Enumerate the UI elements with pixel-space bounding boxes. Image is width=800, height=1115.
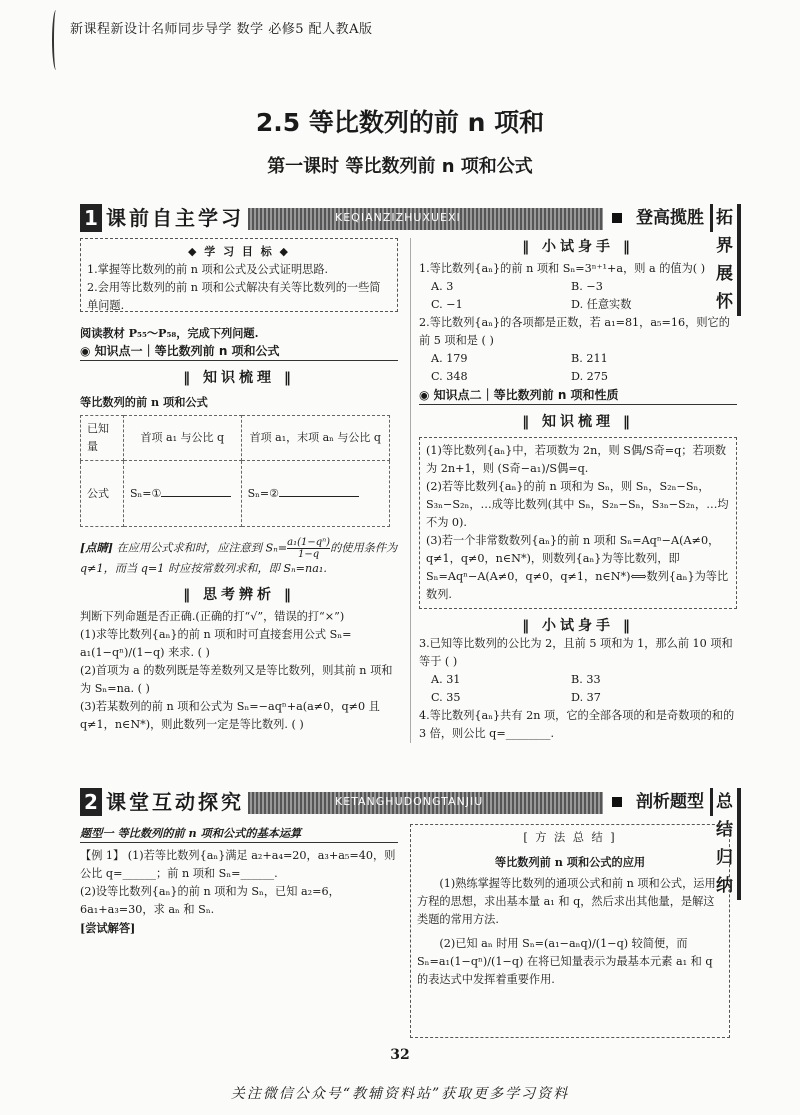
method-subhead: 等比数列前 n 项和公式的应用 [494,855,646,869]
knowledge-review-heading-2: ‖ 知识梳理 ‖ [522,414,634,430]
header-decoration [52,10,60,70]
table-r2: Sₙ=② [247,486,279,500]
property-3: (3)若一个非常数数列{aₙ}的前 n 项和 Sₙ=Aqⁿ−A(A≠0，q≠1，q≠0，n∈N*)，则数列{aₙ}为等比数列，即 Sₙ=Aqⁿ−A(A≠0，q≠0，q≠1，n∈N*)⟺数列{aₙ}为等比数列. [426,534,729,601]
bullet-icon: ◉ [80,344,95,358]
think-heading: ‖ 思考辨析 ‖ [183,587,295,603]
section2-pinyin: KETANGHUDONGTANJIU [335,795,484,808]
q3-option-c[interactable]: C. 35 [431,691,461,704]
book-title: 新课程新设计名师同步导学 数学 必修5 配人教A版 [70,22,373,37]
q2-option-c[interactable]: C. 348 [431,370,468,383]
q1-option-c[interactable]: C. −1 [431,298,463,311]
table-h2: 首项 a₁，末项 aₙ 与公比 q [241,416,389,461]
q3-option-b[interactable]: B. 33 [571,673,601,686]
q1-option-d[interactable]: D. 任意实数 [571,298,632,311]
reading-instruction: 阅读教材 P₅₅～P₅₈，完成下列问题. [80,326,259,340]
dianjing-fraction [287,537,330,560]
judge-item-1: (1)求等比数列{aₙ}的前 n 项和时可直接套用公式 Sₙ= a₁(1−qⁿ)/(1−q) 来求. ( ) [80,628,352,659]
promo-text: 关注微信公众号“教辅资料站”获取更多学习资料 [230,1086,570,1102]
dianjing-label: [点睛] [80,540,113,555]
table-r0: 公式 [81,461,124,527]
kp2-label: 知识点二｜等比数列前 n 项和性质 [433,388,619,402]
square-icon [612,797,622,807]
method-p1: (1)熟练掌握等比数列的通项公式和前 n 项和公式，运用方程的思想，求出基本量 a₁ 和 q，然后求出其他量，是解这类题的常用方法. [417,877,716,926]
section2-number: 2 [80,788,102,816]
q1-option-a[interactable]: A. 3 [431,280,454,293]
goals-heading: ◆ 学 习 目 标 ◆ [187,245,291,258]
section1-tag2: 拓界展怀 [716,204,741,316]
table-h0: 已知量 [81,416,124,461]
method-heading: [ 方 法 总 结 ] [523,831,617,844]
bullet-icon: ◉ [419,388,434,402]
example1-part1: 【例 1】 (1)若等比数列{aₙ}满足 a₂+a₄=20，a₃+a₅=40，则公比 q=______；前 n 项和 Sₙ=______. [80,849,396,880]
left-column-2 [80,824,398,937]
frac-bot: 1−q [298,549,320,560]
q2-option-d[interactable]: D. 275 [571,370,609,383]
attempt-label: [尝试解答] [80,921,136,935]
goals-box [80,238,398,312]
table-cell-2 [241,461,389,527]
section1-pinyin: KEQIANZIZHUXUEXI [335,211,461,224]
q2-option-b[interactable]: B. 211 [571,352,608,365]
property-1: (1)等比数列{aₙ}中，若项数为 2n，则 S偶/S奇=q；若项数为 2n+1，则 (S奇−a₁)/S偶=q. [426,444,727,475]
q2-options-row1 [419,350,737,368]
property-2: (2)若等比数列{aₙ}的前 n 项和为 Sₙ，则 Sₙ，S₂ₙ−Sₙ，S₃ₙ−S₂ₙ，…成等比数列(其中 Sₙ，S₂ₙ−Sₙ，S₃ₙ−S₂ₙ，…均不为 0). [426,480,729,529]
section2-label: 课堂互动探究 [106,790,244,814]
q4-stem: 4.等比数列{aₙ}共有 2n 项，它的全部各项的和是奇数项的和的 3 倍，则公比 q=________. [419,709,735,740]
q2-options-row2 [419,368,737,386]
dianjing-text2: 的使用条件为 q≠1，而当 q=1 时应按常数列求和，即 Sₙ=na₁. [80,541,398,575]
q3-option-a[interactable]: A. 31 [431,673,461,686]
q3-stem: 3.已知等比数列的公比为 2，且前 5 项和为 1，那么前 10 项和等于 ( ) [419,637,733,668]
table-cell-1 [124,461,242,527]
example1-part2: (2)设等比数列{aₙ}的前 n 项和为 Sₙ，已知 a₂=6，6a₁+a₃=30，求 aₙ 和 Sₙ. [80,885,340,916]
q2-stem: 2.等比数列{aₙ}的各项都是正数，若 a₁=81，a₅=16，则它的前 5 项和是 ( ) [419,316,730,347]
q2-option-a[interactable]: A. 179 [431,352,468,365]
right-column-1 [410,238,737,743]
section1-tag1: 登高揽胜 [636,204,713,232]
left-column-1 [80,238,398,734]
goal-item-1: 1.掌握等比数列的前 n 项和公式及公式证明思路. [87,263,329,276]
quick-test-heading-2: ‖ 小试身手 ‖ [522,618,634,634]
q1-stem: 1.等比数列{aₙ}的前 n 项和 Sₙ=3ⁿ⁺¹+a，则 a 的值为( ) [419,262,706,275]
section2-tag1: 剖析题型 [636,788,713,816]
square-icon [612,213,622,223]
page-subtitle: 第一课时 等比数列前 n 项和公式 [267,156,533,177]
q1-option-b[interactable]: B. −3 [571,280,603,293]
page-title: 2.5 等比数列的前 n 项和 [255,108,545,137]
knowledge-point-2 [419,386,737,405]
page-number: 32 [390,1047,410,1063]
section1-label: 课前自主学习 [106,206,244,230]
table-r1: Sₙ=① [130,486,162,500]
formula-table [80,415,390,527]
dianjing-text1: 在应用公式求和时，应注意到 Sₙ= [116,541,288,555]
judge-item-2: (2)首项为 a 的数列既是等差数列又是等比数列，则其前 n 项和为 Sₙ=na. ( ) [80,664,393,695]
q3-option-d[interactable]: D. 37 [571,691,601,704]
judge-item-3: (3)若某数列的前 n 项和公式为 Sₙ=−aqⁿ+a(a≠0，q≠0 且 q≠1，n∈N*)，则此数列一定是等比数列. ( ) [80,700,380,731]
kp1-label: 知识点一｜等比数列前 n 项和公式 [94,344,280,358]
q3-options-row1 [419,671,737,689]
formula-heading: 等比数列的前 n 项和公式 [80,395,208,409]
knowledge-point-1 [80,342,398,361]
section2-tag2: 总结归纳 [716,788,741,900]
goal-item-2: 2.会用等比数列的前 n 项和公式解决有关等比数列的一些简单问题. [87,281,381,312]
properties-box [419,437,737,609]
problem-type-1: 题型一 等比数列的前 n 项和公式的基本运算 [80,824,398,843]
blank-2[interactable] [279,496,359,497]
method-p2: (2)已知 aₙ 时用 Sₙ=(a₁−aₙq)/(1−q) 较简便，而 Sₙ=a₁(1−qⁿ)/(1−q) 在将已知量表示为最基本元素 a₁ 和 q 的表达式中发挥着重要作用. [417,937,713,986]
q3-options-row2 [419,689,737,707]
q1-options-row2 [419,296,737,314]
frac-top: a₁(1−qⁿ) [287,537,331,548]
dianjing [80,537,398,578]
table-h1: 首项 a₁ 与公比 q [124,416,242,461]
judge-intro: 判断下列命题是否正确.(正确的打“√”，错误的打“×”) [80,610,345,623]
q1-options-row1 [419,278,737,296]
method-summary-box [410,824,730,1038]
quick-test-heading-1: ‖ 小试身手 ‖ [522,239,634,255]
section1-number: 1 [80,204,102,232]
blank-1[interactable] [161,496,231,497]
knowledge-review-heading: ‖ 知识梳理 ‖ [183,370,295,386]
